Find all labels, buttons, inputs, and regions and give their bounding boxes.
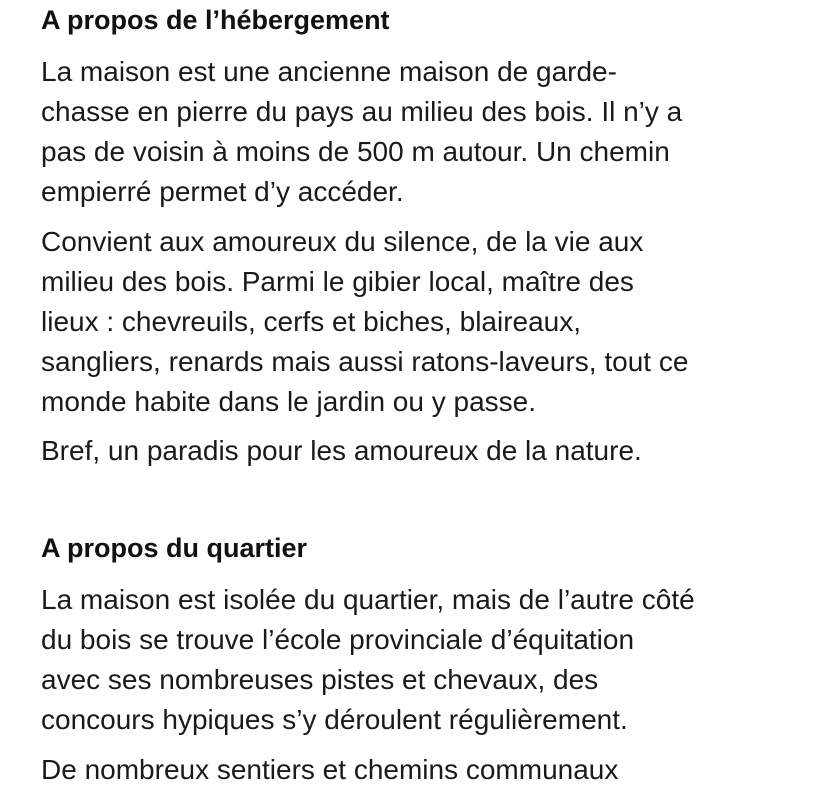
accommodation-paragraph-1 xyxy=(41,52,801,212)
text-line: concours hypiques s’y déroulent régulièrement. xyxy=(41,704,628,735)
accommodation-paragraph-2 xyxy=(41,222,801,422)
text-line: La maison est une ancienne maison de garde- xyxy=(41,56,617,87)
text-line: avec ses nombreuses pistes et chevaux, des xyxy=(41,664,599,695)
neighborhood-paragraph-2 xyxy=(41,750,801,790)
neighborhood-section xyxy=(41,530,801,790)
text-line: du bois se trouve l’école provinciale d’équitation xyxy=(41,624,635,655)
text-line: lieux : chevreuils, cerfs et biches, blaireaux, xyxy=(41,306,582,337)
text-line: sangliers, renards mais aussi ratons-laveurs, tout ce xyxy=(41,346,689,377)
text-line: Convient aux amoureux du silence, de la vie aux xyxy=(41,226,644,257)
neighborhood-heading: A propos du quartier xyxy=(41,533,308,563)
accommodation-heading: A propos de l’hébergement xyxy=(41,5,390,35)
text-line: De nombreux sentiers et chemins communaux xyxy=(41,754,619,785)
text-line: La maison est isolée du quartier, mais de l’autre côté xyxy=(41,584,695,615)
text-line: milieu des bois. Parmi le gibier local, maître des xyxy=(41,266,634,297)
neighborhood-paragraph-1 xyxy=(41,580,801,740)
text-line: Bref, un paradis pour les amoureux de la nature. xyxy=(41,435,642,466)
text-line: pas de voisin à moins de 500 m autour. Un chemin xyxy=(41,136,670,167)
text-line: empierré permet d’y accéder. xyxy=(41,176,404,207)
accommodation-section xyxy=(41,0,801,471)
text-line: chasse en pierre du pays au milieu des bois. Il n’y a xyxy=(41,96,683,127)
accommodation-paragraph-3 xyxy=(41,431,801,471)
text-line: monde habite dans le jardin ou y passe. xyxy=(41,386,536,417)
